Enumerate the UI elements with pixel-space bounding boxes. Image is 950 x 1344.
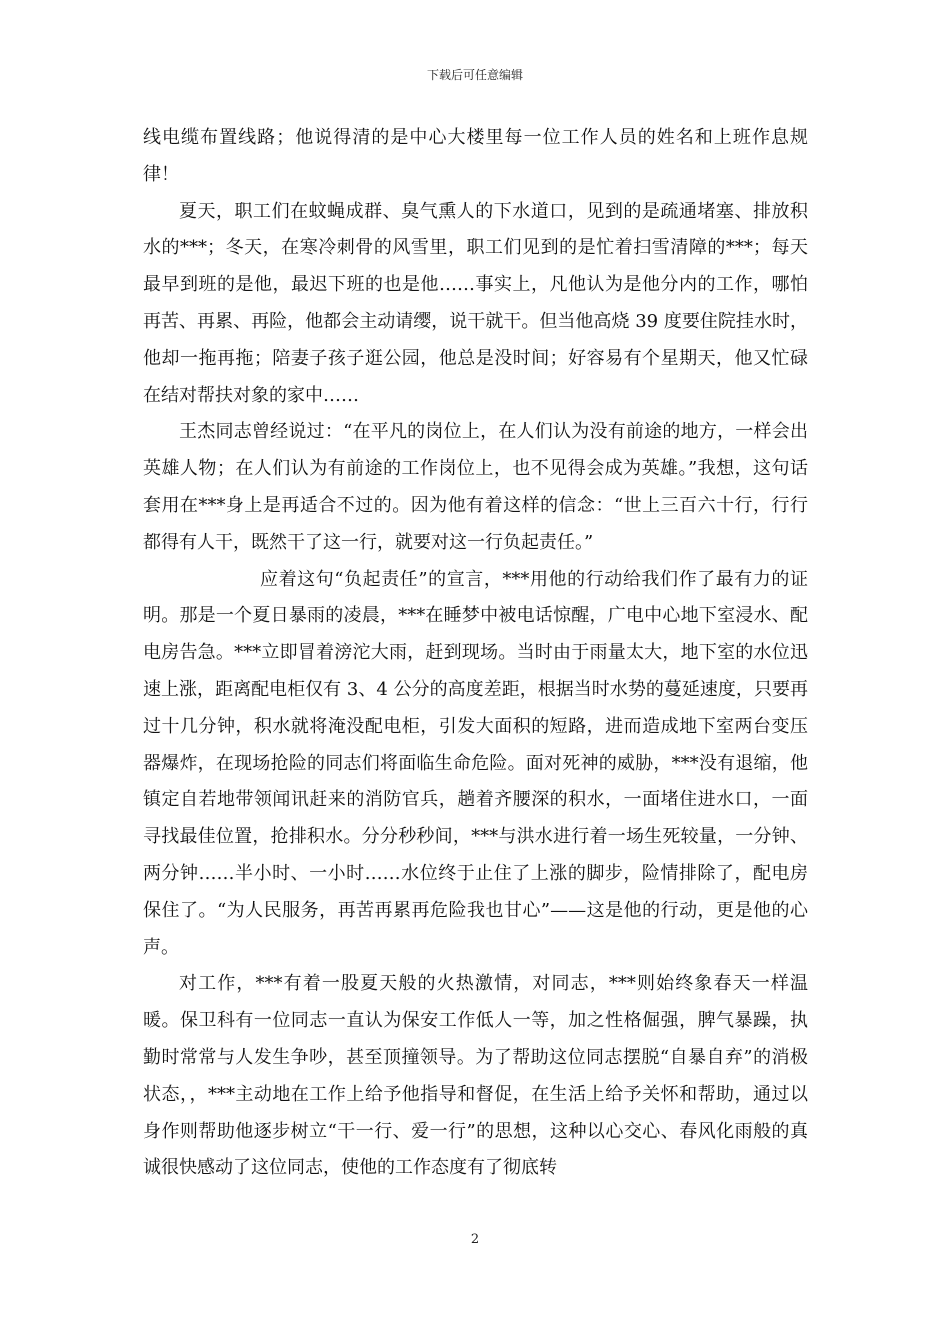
page-number: 2 [470, 1232, 480, 1247]
paragraph-colleague-care: 对工作，***有着一股夏天般的火热激情，对同志，***则始终象春天一样温暖。保卫科有一位同志一直认为保安工作低人一等，加之性格倔强，脾气暴躁，执勤时常常与人发生争吵，甚至顶撞领导。为了帮助这位同志摆脱“自暴自弃”的消极状态，，***主动地在工作上给予他指导和督促，在生活上给予关怀和帮助，通过以身作则帮助他逐步树立“干一行、爱一行”的思想，这种以心交心、春风化雨般的真诚很快感动了这位同志，使他的工作态度有了彻底转 [143, 973, 808, 1179]
page-header: 下载后可任意编辑 [426, 68, 523, 82]
paragraph-continuation: 线电缆布置线路；他说得清的是中心大楼里每一位工作人员的姓名和上班作息规律！ [143, 127, 808, 185]
document-body [143, 120, 808, 1187]
paragraph-summer-winter: 夏天，职工们在蚊蝇成群、臭气熏人的下水道口，见到的是疏通堵塞、排放积水的***；冬天，在寒冷刺骨的风雪里，职工们见到的是忙着扫雪清障的***；每天最早到班的是他，最迟下班的也是他……事实上，凡他认为是他分内的工作，哪怕再苦、再累、再险，他都会主动请缨，说干就干。但当他高烧 39 度要住院挂水时，他却一拖再拖；陪妻子孩子逛公园，他总是没时间；好容易有个星期天，他又忙碌在结对帮扶对象的家中…… [143, 200, 808, 406]
paragraph-wangjie-quote: 王杰同志曾经说过：“在平凡的岗位上，在人们认为没有前途的地方，一样会出英雄人物；在人们认为有前途的工作岗位上，也不见得会成为英雄。”我想，这句话套用在***身上是再适合不过的。因为他有着这样的信念：“世上三百六十行，行行都得有人干，既然干了这一行，就要对这一行负起责任。” [143, 421, 808, 553]
paragraph-flood-rescue: 应着这句“负起责任”的宣言，***用他的行动给我们作了最有力的证明。那是一个夏日暴雨的凌晨，***在睡梦中被电话惊醒，广电中心地下室浸水、配电房告急。***立即冒着滂沱大雨，赶到现场。当时由于雨量太大，地下室的水位迅速上涨，距离配电柜仅有 3、4 公分的高度差距，根据当时水势的蔓延速度，只要再过十几分钟，积水就将淹没配电柜，引发大面积的短路，进而造成地下室两台变压器爆炸，在现场抢险的同志们将面临生命危险。面对死神的威胁，***没有退缩，他镇定自若地带领闻讯赶来的消防官兵，趟着齐腰深的积水，一面堵住进水口，一面寻找最佳位置，抢排积水。分分秒秒间，***与洪水进行着一场生死较量，一分钟、两分钟……半小时、一小时……水位终于止住了上涨的脚步，险情排除了，配电房保住了。“为人民服务，再苦再累再危险我也甘心”——这是他的行动，更是他的心声。 [143, 568, 808, 958]
